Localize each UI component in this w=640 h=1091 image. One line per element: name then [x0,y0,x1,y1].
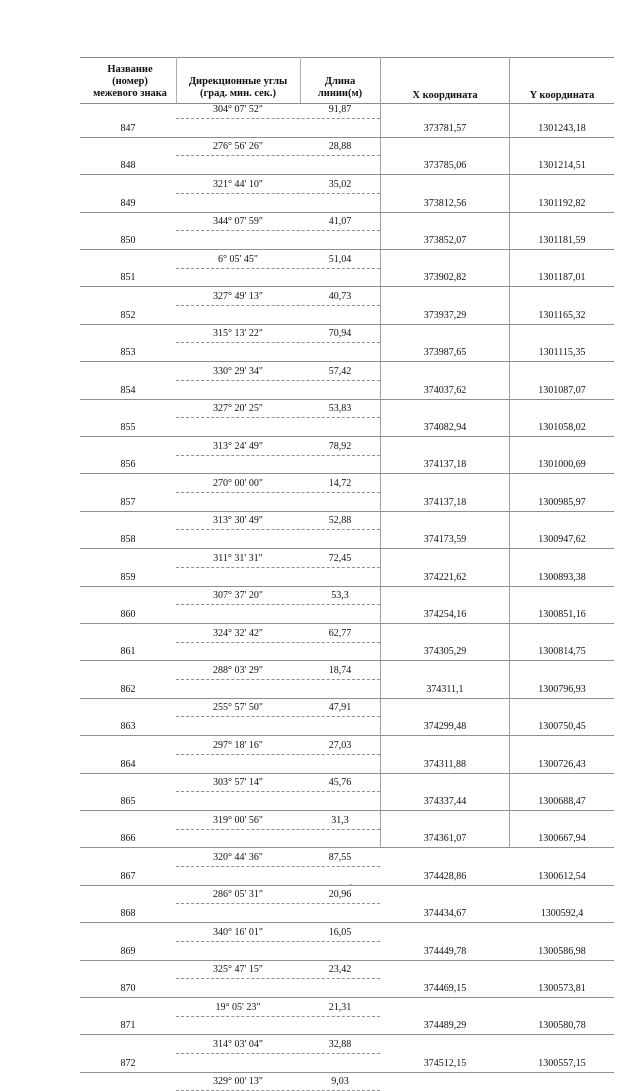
y-coordinate: 1300688,47 [538,795,586,807]
marker-row [0,346,640,360]
marker-name: 860 [120,608,136,620]
x-coordinate: 374428,86 [423,870,467,882]
marker-row [0,982,640,996]
direction-angle: 313° 24' 49" [213,440,263,452]
line-row-rule [176,529,380,530]
marker-row [0,122,640,136]
x-coordinate: 374337,44 [423,795,467,807]
line-row-rule [176,492,380,493]
marker-name: 852 [120,309,136,321]
line-row-rule [176,118,380,119]
line-row-rule [176,455,380,456]
x-coordinate: 374311,88 [423,758,467,770]
line-length: 51,04 [328,253,352,265]
line-length: 45,76 [328,777,352,789]
marker-row [0,1019,640,1033]
line-row-rule [176,268,380,269]
y-coordinate: 1301058,02 [538,421,586,433]
x-coordinate: 373852,07 [423,234,467,246]
marker-row [0,683,640,697]
x-coordinate: 374221,62 [423,571,467,583]
line-length: 20,96 [328,889,352,901]
y-coordinate: 1301187,01 [538,272,586,284]
line-row-rule [176,604,380,605]
y-coordinate: 1300851,16 [538,608,586,620]
marker-row [0,533,640,547]
marker-row-rule [80,1034,614,1035]
x-coordinate: 374311,1 [426,683,464,695]
direction-angle: 288° 03' 29" [213,665,263,676]
direction-angle: 327° 20' 25" [213,403,263,415]
y-coordinate: 1300667,94 [538,833,586,845]
marker-row-rule [80,735,614,736]
marker-row [0,645,640,659]
x-coordinate: 374137,18 [423,496,467,508]
line-row [0,552,640,566]
marker-row-rule [80,511,614,512]
line-length: 18,74 [328,665,352,676]
line-length: 40,73 [328,291,352,302]
marker-row-rule [80,773,614,774]
direction-angle: 307° 37' 20" [213,590,263,602]
line-row [0,589,640,603]
line-row-rule [176,642,380,643]
x-coordinate: 374254,16 [423,608,467,620]
marker-row-rule [80,810,614,811]
marker-row [0,1057,640,1071]
direction-angle: 6° 05' 45" [218,253,258,265]
line-row [0,215,640,229]
y-coordinate: 1300947,62 [538,534,586,546]
line-row-rule [176,791,380,792]
direction-angle: 276° 56' 26" [213,141,263,153]
marker-name: 867 [120,870,136,882]
line-length: 62,77 [328,627,352,639]
line-row-rule [176,193,380,194]
line-row-rule [176,230,380,231]
direction-angle: 340° 16' 01" [213,926,263,938]
marker-name: 871 [120,1020,136,1032]
header-marker-name-line1: Название [107,64,153,75]
line-row [0,814,640,828]
direction-angle: 327° 49' 13" [213,291,263,302]
marker-row-rule [80,922,614,923]
line-row [0,851,640,865]
marker-row-rule [80,473,614,474]
line-row-rule [176,941,380,942]
line-row [0,253,640,267]
direction-angle: 325° 47' 15" [213,964,263,976]
line-length: 14,72 [328,478,352,489]
marker-name: 855 [120,421,136,433]
marker-name: 868 [120,908,136,920]
y-coordinate: 1300612,54 [538,870,586,882]
y-coordinate: 1300796,93 [538,683,586,695]
line-row-rule [176,305,380,306]
marker-row-rule [80,286,614,287]
line-row-rule [176,903,380,904]
line-row-rule [176,342,380,343]
line-row [0,926,640,940]
marker-row-rule [80,698,614,699]
line-row-rule [176,754,380,755]
y-coordinate: 1301087,07 [538,384,586,396]
line-row-rule [176,417,380,418]
header-length-line1: Длина [324,76,356,87]
marker-name: 849 [120,197,136,209]
line-row [0,178,640,192]
direction-angle: 344° 07' 59" [213,216,263,228]
header-marker-name [80,64,180,100]
scan-speck [350,884,352,886]
marker-row-rule [80,436,614,437]
marker-name: 862 [120,683,136,695]
x-coordinate: 374299,48 [423,721,467,733]
y-coordinate: 1301243,18 [538,122,586,134]
direction-angle: 270° 00' 00" [213,478,263,489]
marker-name: 859 [120,571,136,583]
direction-angle: 19° 05' 23" [215,1001,261,1013]
marker-row [0,832,640,846]
marker-name: 872 [120,1057,136,1069]
header-line-length [302,76,378,100]
marker-row-rule [80,885,614,886]
line-row [0,365,640,379]
y-coordinate: 1301165,32 [538,309,586,321]
marker-row-rule [80,1072,614,1073]
marker-name: 864 [120,758,136,770]
marker-row [0,496,640,510]
marker-row-rule [80,137,614,138]
x-coordinate: 374361,07 [423,833,467,845]
line-row [0,739,640,753]
line-length: 53,83 [328,403,352,415]
direction-angle: 297° 18' 16" [213,739,263,751]
direction-angle: 286° 05' 31" [213,889,263,901]
marker-row [0,234,640,248]
line-length: 78,92 [328,440,352,452]
direction-angle: 315° 13' 22" [213,328,263,340]
line-length: 47,91 [328,702,352,714]
marker-name: 858 [120,534,136,546]
y-coordinate: 1300814,75 [538,646,586,658]
header-angle-line1: Дирекционные углы [188,76,288,87]
line-row-rule [176,829,380,830]
line-length: 53,3 [331,590,349,602]
marker-row [0,907,640,921]
line-length: 35,02 [328,178,352,190]
direction-angle: 304° 07' 52" [213,104,263,115]
line-length: 72,45 [328,552,352,564]
marker-row-rule [80,361,614,362]
line-row [0,627,640,641]
line-length: 27,03 [328,739,352,751]
line-length: 41,07 [328,216,352,228]
header-marker-name-line3: межевого знака [93,88,167,99]
line-row-rule [176,866,380,867]
line-row [0,440,640,454]
x-coordinate: 374434,67 [423,908,467,920]
line-row [0,402,640,416]
marker-row [0,571,640,585]
direction-angle: 303° 57' 14" [213,777,263,789]
marker-row-rule [80,997,614,998]
x-coordinate: 374489,29 [423,1020,467,1032]
line-row [0,1001,640,1015]
x-coordinate: 373902,82 [423,272,467,284]
direction-angle: 311° 31' 31" [213,552,263,564]
header-angle-line2: (град. мин. сек.) [199,88,277,99]
marker-row [0,945,640,959]
y-coordinate: 1300893,38 [538,571,586,583]
marker-name: 857 [120,496,136,508]
line-length: 31,3 [331,814,349,826]
direction-angle: 319° 00' 56" [213,814,263,826]
line-row [0,1075,640,1089]
line-row [0,514,640,528]
marker-row-rule [80,847,614,848]
table-top-rule [80,57,614,58]
x-coordinate: 374512,15 [423,1057,467,1069]
line-length: 52,88 [328,515,352,527]
marker-row-rule [80,212,614,213]
y-coordinate: 1300557,15 [538,1057,586,1069]
marker-row [0,458,640,472]
marker-row-rule [80,623,614,624]
line-row-rule [176,155,380,156]
line-row-rule [176,567,380,568]
header-marker-name-line2: (номер) [112,76,148,87]
marker-row [0,384,640,398]
marker-row-rule [80,399,614,400]
line-row [0,327,640,341]
line-length: 87,55 [328,852,352,863]
marker-name: 870 [120,982,136,994]
x-coordinate: 374449,78 [423,945,467,957]
line-row-rule [176,1016,380,1017]
line-length: 91,87 [328,104,352,115]
line-length: 32,88 [328,1039,352,1050]
marker-row-rule [80,249,614,250]
direction-angle: 330° 29' 34" [213,365,263,377]
line-row [0,140,640,154]
header-length-line2: линии(м) [317,88,363,99]
y-coordinate: 1301181,59 [538,234,586,246]
header-y-coordinate: Y координата [529,90,595,101]
line-row-rule [176,380,380,381]
marker-name: 848 [120,160,136,172]
x-coordinate: 373781,57 [423,122,467,134]
line-length: 70,94 [328,328,352,340]
direction-angle: 314° 03' 04" [213,1039,263,1050]
marker-row [0,309,640,323]
line-length: 16,05 [328,926,352,938]
marker-row [0,608,640,622]
marker-row-rule [80,548,614,549]
x-coordinate: 374173,59 [423,534,467,546]
marker-name: 861 [120,646,136,658]
marker-row [0,159,640,173]
marker-row-rule [80,660,614,661]
marker-row [0,271,640,285]
marker-name: 850 [120,234,136,246]
marker-name: 856 [120,459,136,471]
direction-angle: 320° 44' 36" [213,852,263,863]
line-row [0,103,640,117]
marker-name: 847 [120,122,136,134]
marker-row-rule [80,174,614,175]
x-coordinate: 373812,56 [423,197,467,209]
y-coordinate: 1300985,97 [538,496,586,508]
line-row-rule [176,716,380,717]
marker-row [0,197,640,211]
x-coordinate: 374082,94 [423,421,467,433]
marker-name: 863 [120,721,136,733]
marker-name: 866 [120,833,136,845]
marker-row [0,758,640,772]
x-coordinate: 373785,06 [423,160,467,172]
line-row [0,776,640,790]
y-coordinate: 1300586,98 [538,945,586,957]
x-coordinate: 374469,15 [423,982,467,994]
y-coordinate: 1301192,82 [538,197,586,209]
line-length: 21,31 [328,1001,352,1013]
marker-row-rule [80,586,614,587]
line-length: 28,88 [328,141,352,153]
line-row-rule [176,679,380,680]
line-row [0,477,640,491]
marker-row [0,870,640,884]
y-coordinate: 1300580,78 [538,1020,586,1032]
header-x-coordinate: X координата [412,90,478,101]
line-row [0,290,640,304]
marker-name: 869 [120,945,136,957]
marker-name: 853 [120,347,136,359]
marker-name: 854 [120,384,136,396]
marker-row-rule [80,960,614,961]
x-coordinate: 374305,29 [423,646,467,658]
line-row [0,1038,640,1052]
x-coordinate: 374137,18 [423,459,467,471]
line-row [0,963,640,977]
y-coordinate: 1301115,35 [538,347,586,359]
x-coordinate: 373987,65 [423,347,467,359]
marker-row [0,795,640,809]
direction-angle: 321° 44' 10" [213,178,263,190]
marker-row [0,421,640,435]
x-coordinate: 374037,62 [423,384,467,396]
line-row [0,664,640,678]
column-divider-length [300,57,301,103]
line-length: 9,03 [331,1076,349,1088]
header-direction-angles [176,76,300,100]
marker-name: 851 [120,272,136,284]
y-coordinate: 1300573,81 [538,982,586,994]
line-row [0,888,640,902]
y-coordinate: 1300726,43 [538,758,586,770]
marker-row-rule [80,324,614,325]
line-row-rule [176,1053,380,1054]
y-coordinate: 1301000,69 [538,459,586,471]
x-coordinate: 373937,29 [423,309,467,321]
marker-name: 865 [120,795,136,807]
y-coordinate: 1300750,45 [538,721,586,733]
line-length: 23,42 [328,964,352,976]
marker-row [0,720,640,734]
y-coordinate: 1301214,51 [538,160,586,172]
line-row-rule [176,978,380,979]
direction-angle: 313° 30' 49" [213,515,263,527]
y-coordinate: 1300592,4 [540,908,584,920]
direction-angle: 329° 00' 13" [213,1076,263,1088]
direction-angle: 324° 32' 42" [213,627,263,639]
line-row [0,701,640,715]
direction-angle: 255° 57' 50" [213,702,263,714]
line-length: 57,42 [328,365,352,377]
